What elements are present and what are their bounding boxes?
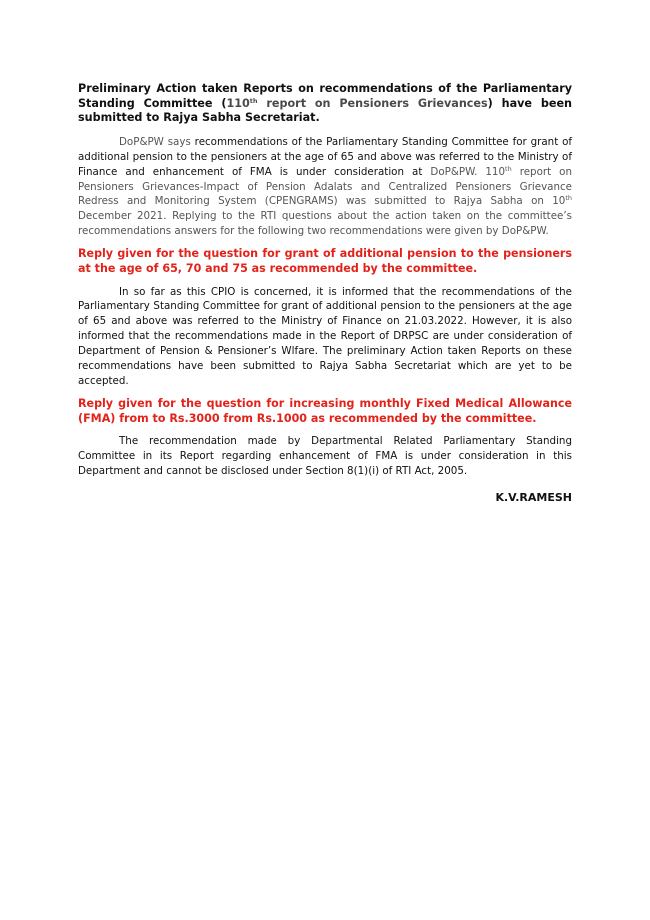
heading-part2: ) have been submitted to Rajya Sabha Secretariat. bbox=[78, 96, 572, 125]
heading-report-ref: 110th report on Pensioners Grievances bbox=[226, 96, 488, 110]
signature: K.V.RAMESH bbox=[495, 491, 572, 504]
question-heading-fma: Reply given for the question for increasing monthly Fixed Medical Allowance (FMA) from to Rs.3000 from Rs.1000 as recommended by the committee. bbox=[78, 396, 572, 425]
document-heading bbox=[78, 82, 572, 126]
paragraph-fma-reply: The recommendation made by Departmental Related Parliamentary Standing Committee in its Report regarding enhancement of FMA is under consideration in this Department and cannot be disclosed under Section 8(1)(i) of RTI Act, 2005. bbox=[78, 435, 572, 478]
paragraph-cpio-reply: In so far as this CPIO is concerned, it is informed that the recommendations of the Parliamentary Standing Committee for grant of additional pension to the pensioners at the age of 65 and above was referred to the Ministry of Finance on 21.03.2022. However, it is also informed that the recommendations made in the Report of DRPSC are under consideration of Department of Pension & Pensioner’s Wlfare. The preliminary Action taken Reports on these recommendations have been submitted to Rajya Sabha Secretariat which are yet to be accepted. bbox=[78, 285, 572, 387]
heading-part1: Preliminary Action taken Reports on recommendations of the Parliamentary Standing Committee ( bbox=[78, 82, 572, 110]
paragraph-dopw-summary: DoP&PW says recommendations of the Parliamentary Standing Committee for grant of additional pension to the pensioners at the age of 65 and above was referred to the Ministry of Finance and enhancement of FMA is under consideration at DoP&PW. 110th report on Pensioners Grievances-Impact of Pension Adalats and Centralized Pensioners Grievance Redress and Monitoring System (CPENGRAMS) was submitted to Rajya Sabha on 10th December 2021. Replying to the RTI questions about the action taken on the committee’s recommendations answers for the following two recommendations were given by DoP&PW. bbox=[78, 135, 573, 238]
question-heading-additional-pension: Reply given for the question for grant of additional pension to the pensioners at the age of 65, 70 and 75 as recommended by the committee. bbox=[78, 247, 572, 275]
document-page bbox=[78, 82, 572, 504]
